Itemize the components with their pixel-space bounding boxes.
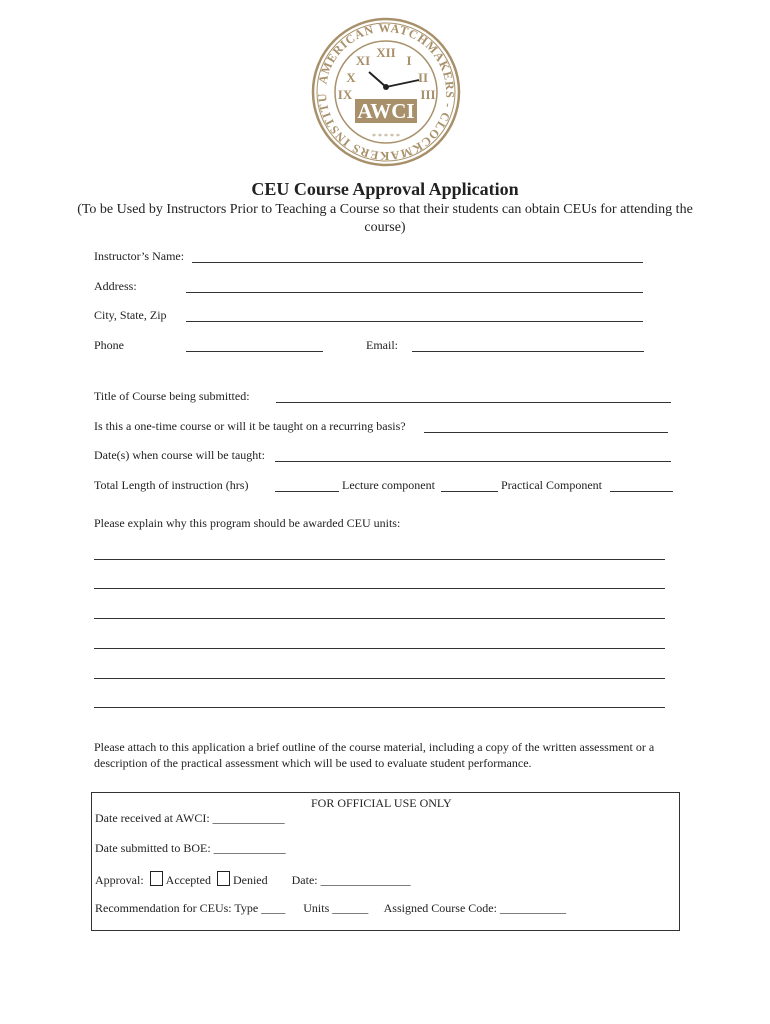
svg-text:XI: XI bbox=[355, 53, 371, 68]
address-field[interactable] bbox=[186, 292, 643, 293]
approval-date-field[interactable]: _______________ bbox=[320, 873, 411, 887]
recurring-label: Is this a one-time course or will it be taught on a recurring basis? bbox=[94, 419, 406, 433]
accepted-label: Accepted bbox=[165, 873, 211, 887]
svg-text:XII: XII bbox=[376, 45, 396, 60]
awci-logo-seal bbox=[311, 17, 461, 167]
explain-line-3[interactable] bbox=[94, 618, 665, 619]
date-received-field[interactable]: ____________ bbox=[212, 811, 285, 825]
date-received-row bbox=[95, 811, 285, 826]
lecture-component-label: Lecture component bbox=[342, 478, 435, 492]
address-label: Address: bbox=[94, 279, 137, 293]
svg-text:I: I bbox=[406, 53, 412, 68]
phone-label: Phone bbox=[94, 338, 124, 352]
explain-line-5[interactable] bbox=[94, 678, 665, 679]
page-subtitle: (To be Used by Instructors Prior to Teaching a Course so that their students can obtain CEUs for attending the course) bbox=[77, 202, 693, 235]
explain-label: Please explain why this program should be awarded CEU units: bbox=[94, 516, 401, 530]
page-title: CEU Course Approval Application bbox=[251, 179, 519, 199]
denied-checkbox[interactable] bbox=[217, 871, 230, 886]
total-length-field[interactable] bbox=[275, 491, 339, 492]
instructor-name-field[interactable] bbox=[192, 262, 643, 263]
email-label: Email: bbox=[366, 338, 398, 352]
course-code-label: Assigned Course Code: bbox=[383, 901, 497, 915]
units-field[interactable]: ______ bbox=[332, 901, 369, 915]
phone-field[interactable] bbox=[186, 351, 323, 352]
svg-text:X: X bbox=[346, 70, 356, 85]
recurring-field[interactable] bbox=[424, 432, 668, 433]
course-code-field[interactable]: ___________ bbox=[499, 901, 566, 915]
svg-text:IX: IX bbox=[337, 87, 353, 102]
ceu-type-label: Recommendation for CEUs: Type bbox=[95, 901, 259, 915]
date-submitted-field[interactable]: ____________ bbox=[213, 841, 286, 855]
explain-line-1[interactable] bbox=[94, 559, 665, 560]
practical-component-label: Practical Component bbox=[501, 478, 602, 492]
city-state-zip-field[interactable] bbox=[186, 321, 643, 322]
approval-row bbox=[95, 871, 411, 888]
total-length-label: Total Length of instruction (hrs) bbox=[94, 478, 249, 492]
approval-label: Approval: bbox=[95, 873, 144, 887]
city-state-zip-label: City, State, Zip bbox=[94, 308, 167, 322]
svg-text:AWCI: AWCI bbox=[357, 99, 415, 123]
official-use-heading: FOR OFFICIAL USE ONLY bbox=[311, 796, 452, 810]
explain-line-6[interactable] bbox=[94, 707, 665, 708]
date-received-label: Date received at AWCI: bbox=[95, 811, 210, 825]
course-dates-field[interactable] bbox=[275, 461, 671, 462]
accepted-checkbox[interactable] bbox=[150, 871, 163, 886]
date-submitted-row bbox=[95, 841, 286, 856]
denied-label: Denied bbox=[232, 873, 268, 887]
svg-text:* * * * *: * * * * * bbox=[372, 132, 400, 141]
explain-line-4[interactable] bbox=[94, 648, 665, 649]
svg-text:II: II bbox=[417, 70, 429, 85]
email-field[interactable] bbox=[412, 351, 644, 352]
course-title-label: Title of Course being submitted: bbox=[94, 389, 250, 403]
attachment-note: Please attach to this application a brief outline of the course material, including a copy of the written assessment or a description of the practical assessment which will be used to evaluate student performance. bbox=[94, 740, 655, 770]
lecture-component-field[interactable] bbox=[441, 491, 498, 492]
practical-component-field[interactable] bbox=[610, 491, 673, 492]
course-dates-label: Date(s) when course will be taught: bbox=[94, 448, 265, 462]
date-submitted-label: Date submitted to BOE: bbox=[95, 841, 211, 855]
svg-text:III: III bbox=[420, 87, 436, 102]
recommendation-row bbox=[95, 901, 566, 916]
course-title-field[interactable] bbox=[276, 402, 671, 403]
approval-date-label: Date: bbox=[291, 873, 318, 887]
svg-text:AMERICAN WATCHMAKERS - CLOCKMA: AMERICAN WATCHMAKERS - CLOCKMAKERS INSTITU bbox=[314, 20, 458, 164]
units-label: Units bbox=[303, 901, 330, 915]
instructor-name-label: Instructor’s Name: bbox=[94, 249, 185, 263]
ceu-type-field[interactable]: ____ bbox=[261, 901, 286, 915]
explain-line-2[interactable] bbox=[94, 588, 665, 589]
